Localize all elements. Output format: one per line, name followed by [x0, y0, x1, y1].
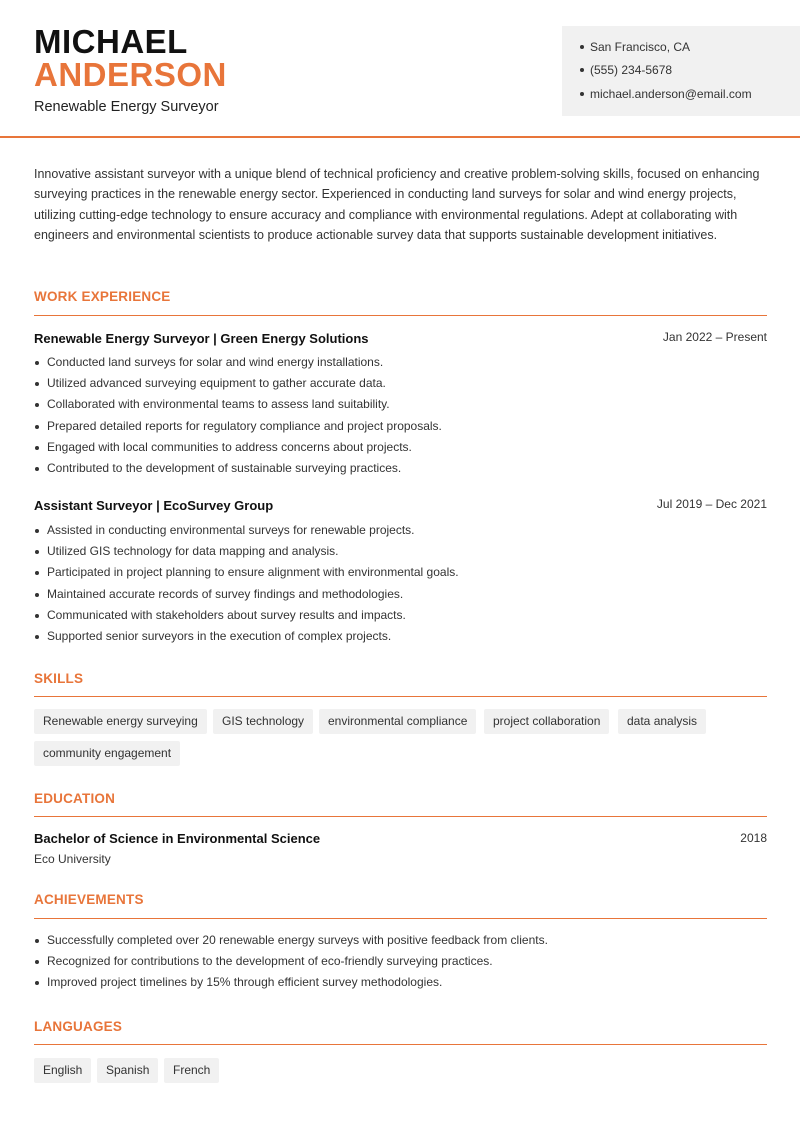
section-title-languages: LANGUAGES — [34, 1019, 123, 1034]
bullet-icon — [580, 68, 584, 72]
section-divider — [34, 918, 767, 919]
section-title-education: EDUCATION — [34, 791, 116, 806]
list-item: Maintained accurate records of survey findings and methodologies. — [34, 584, 767, 605]
list-item: Supported senior surveyors in the execution of complex projects. — [34, 626, 767, 647]
section-divider — [34, 315, 767, 316]
achievements-list — [34, 930, 767, 994]
language-tag: Spanish — [97, 1058, 158, 1083]
skill-tag: data analysis — [618, 709, 706, 734]
skill-tag: environmental compliance — [319, 709, 476, 734]
job-role: Renewable Energy Surveyor | Green Energy Solutions — [34, 331, 369, 346]
list-item: Utilized GIS technology for data mapping and analysis. — [34, 541, 767, 562]
job-dates: Jan 2022 – Present — [662, 330, 767, 344]
list-item: Utilized advanced surveying equipment to gather accurate data. — [34, 373, 767, 394]
section-title-work: WORK EXPERIENCE — [34, 289, 171, 304]
section-title-skills: SKILLS — [34, 671, 84, 686]
job-header — [34, 330, 767, 348]
contact-box — [562, 26, 800, 116]
list-item: Prepared detailed reports for regulatory compliance and project proposals. — [34, 416, 767, 437]
list-item: Recognized for contributions to the development of eco-friendly surveying practices. — [34, 951, 767, 972]
job-title: Renewable Energy Surveyor — [34, 99, 219, 115]
contact-phone: (555) 234-5678 — [580, 63, 672, 77]
job-role: Assistant Surveyor | EcoSurvey Group — [34, 498, 274, 513]
list-item: Contributed to the development of sustainable surveying practices. — [34, 458, 767, 479]
job-bullets — [34, 520, 767, 647]
section-divider — [34, 816, 767, 817]
language-tag: French — [164, 1058, 219, 1083]
skill-tag: GIS technology — [213, 709, 313, 734]
list-item: Improved project timelines by 15% through efficient survey methodologies. — [34, 972, 767, 993]
list-item: Assisted in conducting environmental surveys for renewable projects. — [34, 520, 767, 541]
contact-email[interactable]: michael.anderson@email.com — [580, 87, 752, 101]
resume-header — [0, 0, 800, 138]
bullet-icon — [580, 92, 584, 96]
section-divider — [34, 1044, 767, 1045]
job-bullets — [34, 352, 767, 479]
contact-location: San Francisco, CA — [580, 40, 690, 54]
last-name: ANDERSON — [34, 56, 227, 93]
list-item: Engaged with local communities to address concerns about projects. — [34, 437, 767, 458]
education-school: Eco University — [34, 852, 111, 866]
job-header — [34, 497, 767, 515]
education-degree: Bachelor of Science in Environmental Science — [34, 831, 321, 846]
education-year: 2018 — [740, 831, 767, 845]
list-item: Conducted land surveys for solar and wind energy installations. — [34, 352, 767, 373]
skill-tag: community engagement — [34, 741, 180, 766]
section-title-achievements: ACHIEVEMENTS — [34, 892, 144, 907]
list-item: Communicated with stakeholders about survey results and impacts. — [34, 605, 767, 626]
job-dates: Jul 2019 – Dec 2021 — [656, 497, 767, 511]
list-item: Participated in project planning to ensure alignment with environmental goals. — [34, 562, 767, 583]
list-item: Successfully completed over 20 renewable energy surveys with positive feedback from clients. — [34, 930, 767, 951]
language-tag: English — [34, 1058, 91, 1083]
list-item: Collaborated with environmental teams to assess land suitability. — [34, 394, 767, 415]
bullet-icon — [580, 45, 584, 49]
first-name: MICHAEL — [34, 23, 188, 60]
section-divider — [34, 696, 767, 697]
skill-tag: project collaboration — [484, 709, 609, 734]
summary-paragraph: Innovative assistant surveyor with a unique blend of technical proficiency and creative problem-solving skills, focused on enhancing surveying practices in the renewable energy sector. Experienced in conducting land surveys for solar and wind energy projects, utilizing cutting-edge technology to ensure accuracy and compliance with environmental regulations. Adept at collaborating with engineers and environmental scientists to produce actionable survey data that supports sustainable development initiatives. — [34, 167, 760, 243]
skill-tag: Renewable energy surveying — [34, 709, 207, 734]
